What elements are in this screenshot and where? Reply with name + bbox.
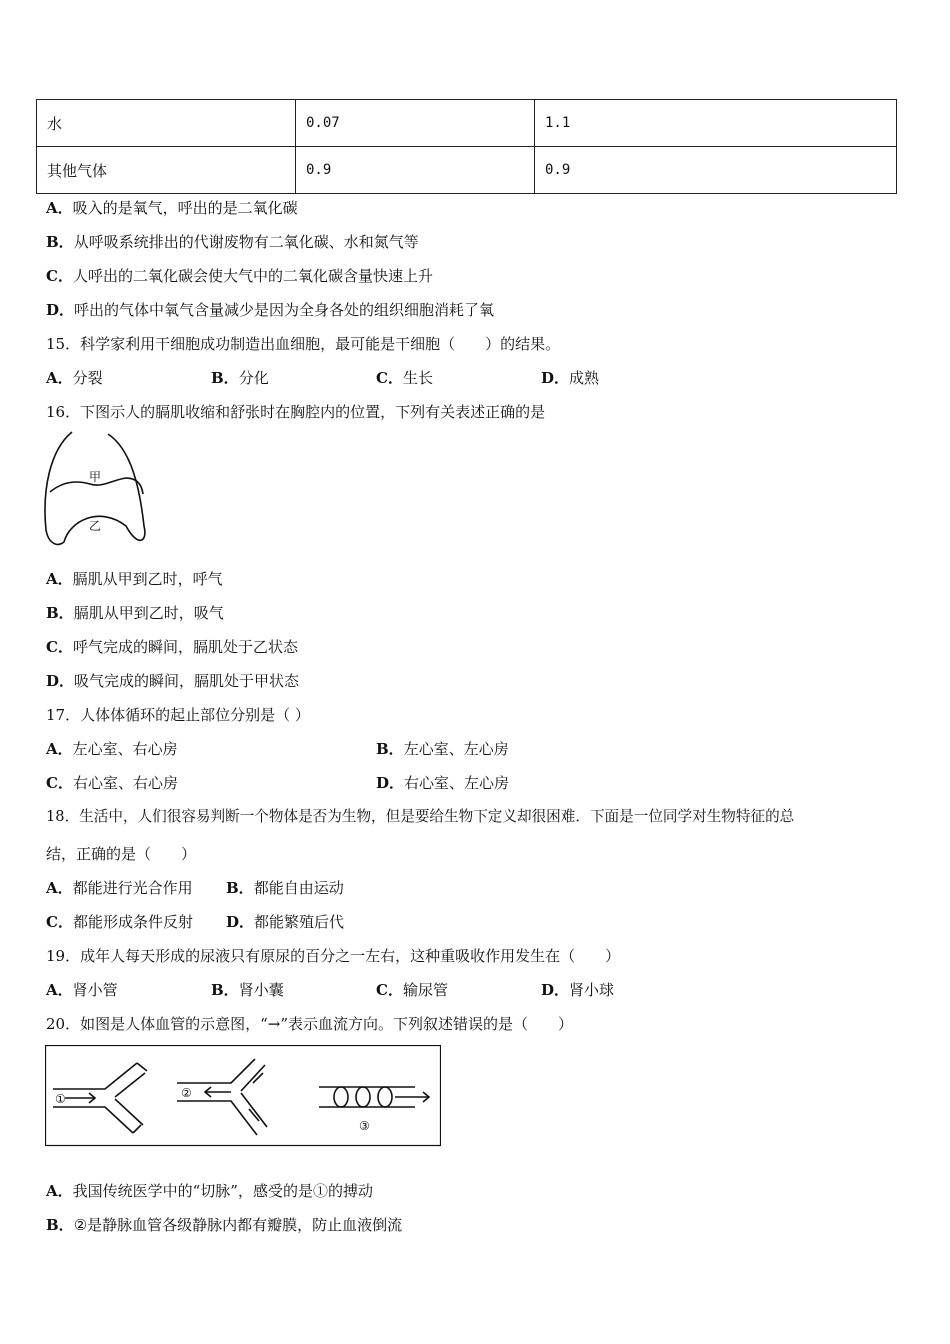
table-cell: 水	[37, 100, 296, 147]
q19-option-c: C．输尿管	[376, 981, 448, 999]
q16-option-b: B．膈肌从甲到乙时，吸气	[46, 604, 224, 622]
q14-option-c: C．人呼出的二氧化碳会使大气中的二氧化碳含量快速上升	[46, 267, 433, 285]
table-cell: 其他气体	[37, 147, 296, 194]
q17-option-b: B．左心室、左心房	[376, 740, 509, 758]
q20-stem: 20．如图是人体血管的示意图，“→”表示血流方向。下列叙述错误的是（ ）	[46, 1015, 573, 1033]
q16-option-c: C．呼气完成的瞬间，膈肌处于乙状态	[46, 638, 298, 656]
table-cell: 0.07	[296, 100, 535, 147]
q17-stem: 17．人体体循环的起止部位分别是（ ）	[46, 706, 310, 724]
table-row	[37, 147, 897, 194]
label-bottom: 乙	[89, 519, 102, 533]
label-top: 甲	[89, 470, 102, 484]
q18-option-c: C．都能形成条件反射	[46, 913, 193, 931]
blood-vessel-figure	[45, 1045, 441, 1147]
q17-option-a: A．左心室、右心房	[46, 740, 178, 758]
q18-stem-line2: 结，正确的是（ ）	[46, 845, 197, 863]
vessel-1-label: ①	[55, 1092, 66, 1106]
q14-option-d: D．呼出的气体中氧气含量减少是因为全身各处的组织细胞消耗了氧	[46, 301, 495, 319]
table-cell: 0.9	[535, 147, 897, 194]
gas-composition-table	[36, 99, 897, 194]
q19-stem: 19．成年人每天形成的尿液只有原尿的百分之一左右，这种重吸收作用发生在（ ）	[46, 947, 621, 965]
q14-option-b: B．从呼吸系统排出的代谢废物有二氧化碳、水和氮气等	[46, 233, 419, 251]
q15-option-b: B．分化	[211, 369, 269, 387]
q15-option-d: D．成熟	[541, 369, 600, 387]
q18-option-a: A．都能进行光合作用	[46, 879, 193, 897]
q16-stem: 16．下图示人的膈肌收缩和舒张时在胸腔内的位置，下列有关表述正确的是	[46, 403, 546, 421]
q18-option-b: B．都能自由运动	[226, 879, 344, 897]
q17-option-c: C．右心室、右心房	[46, 774, 178, 792]
diaphragm-figure	[42, 430, 152, 552]
q15-stem: 15．科学家利用干细胞成功制造出血细胞，最可能是干细胞（ ）的结果。	[46, 335, 561, 353]
table-row	[37, 100, 897, 147]
q18-stem-line1: 18．生活中，人们很容易判断一个物体是否为生物，但是要给生物下定义却很困难．下面是一位同学对生物特征的总	[46, 808, 795, 825]
q15-option-a: A．分裂	[46, 369, 103, 387]
q17-option-d: D．右心室、左心房	[376, 774, 510, 792]
q16-option-d: D．吸气完成的瞬间，膈肌处于甲状态	[46, 672, 300, 690]
vessel-3-label: ③	[359, 1119, 370, 1133]
table-cell: 0.9	[296, 147, 535, 194]
table-cell: 1.1	[535, 100, 897, 147]
q19-option-b: B．肾小囊	[211, 981, 284, 999]
q16-option-a: A．膈肌从甲到乙时，呼气	[46, 570, 223, 588]
vessel-2-label: ②	[181, 1086, 192, 1100]
q19-option-a: A．肾小管	[46, 981, 118, 999]
q15-option-c: C．生长	[376, 369, 433, 387]
q18-option-d: D．都能繁殖后代	[226, 913, 345, 931]
q20-option-a: A．我国传统医学中的“切脉”，感受的是①的搏动	[46, 1182, 373, 1200]
q20-option-b: B．②是静脉血管各级静脉内都有瓣膜，防止血液倒流	[46, 1216, 403, 1234]
q14-option-a: A．吸入的是氧气，呼出的是二氧化碳	[46, 199, 298, 217]
q19-option-d: D．肾小球	[541, 981, 615, 999]
